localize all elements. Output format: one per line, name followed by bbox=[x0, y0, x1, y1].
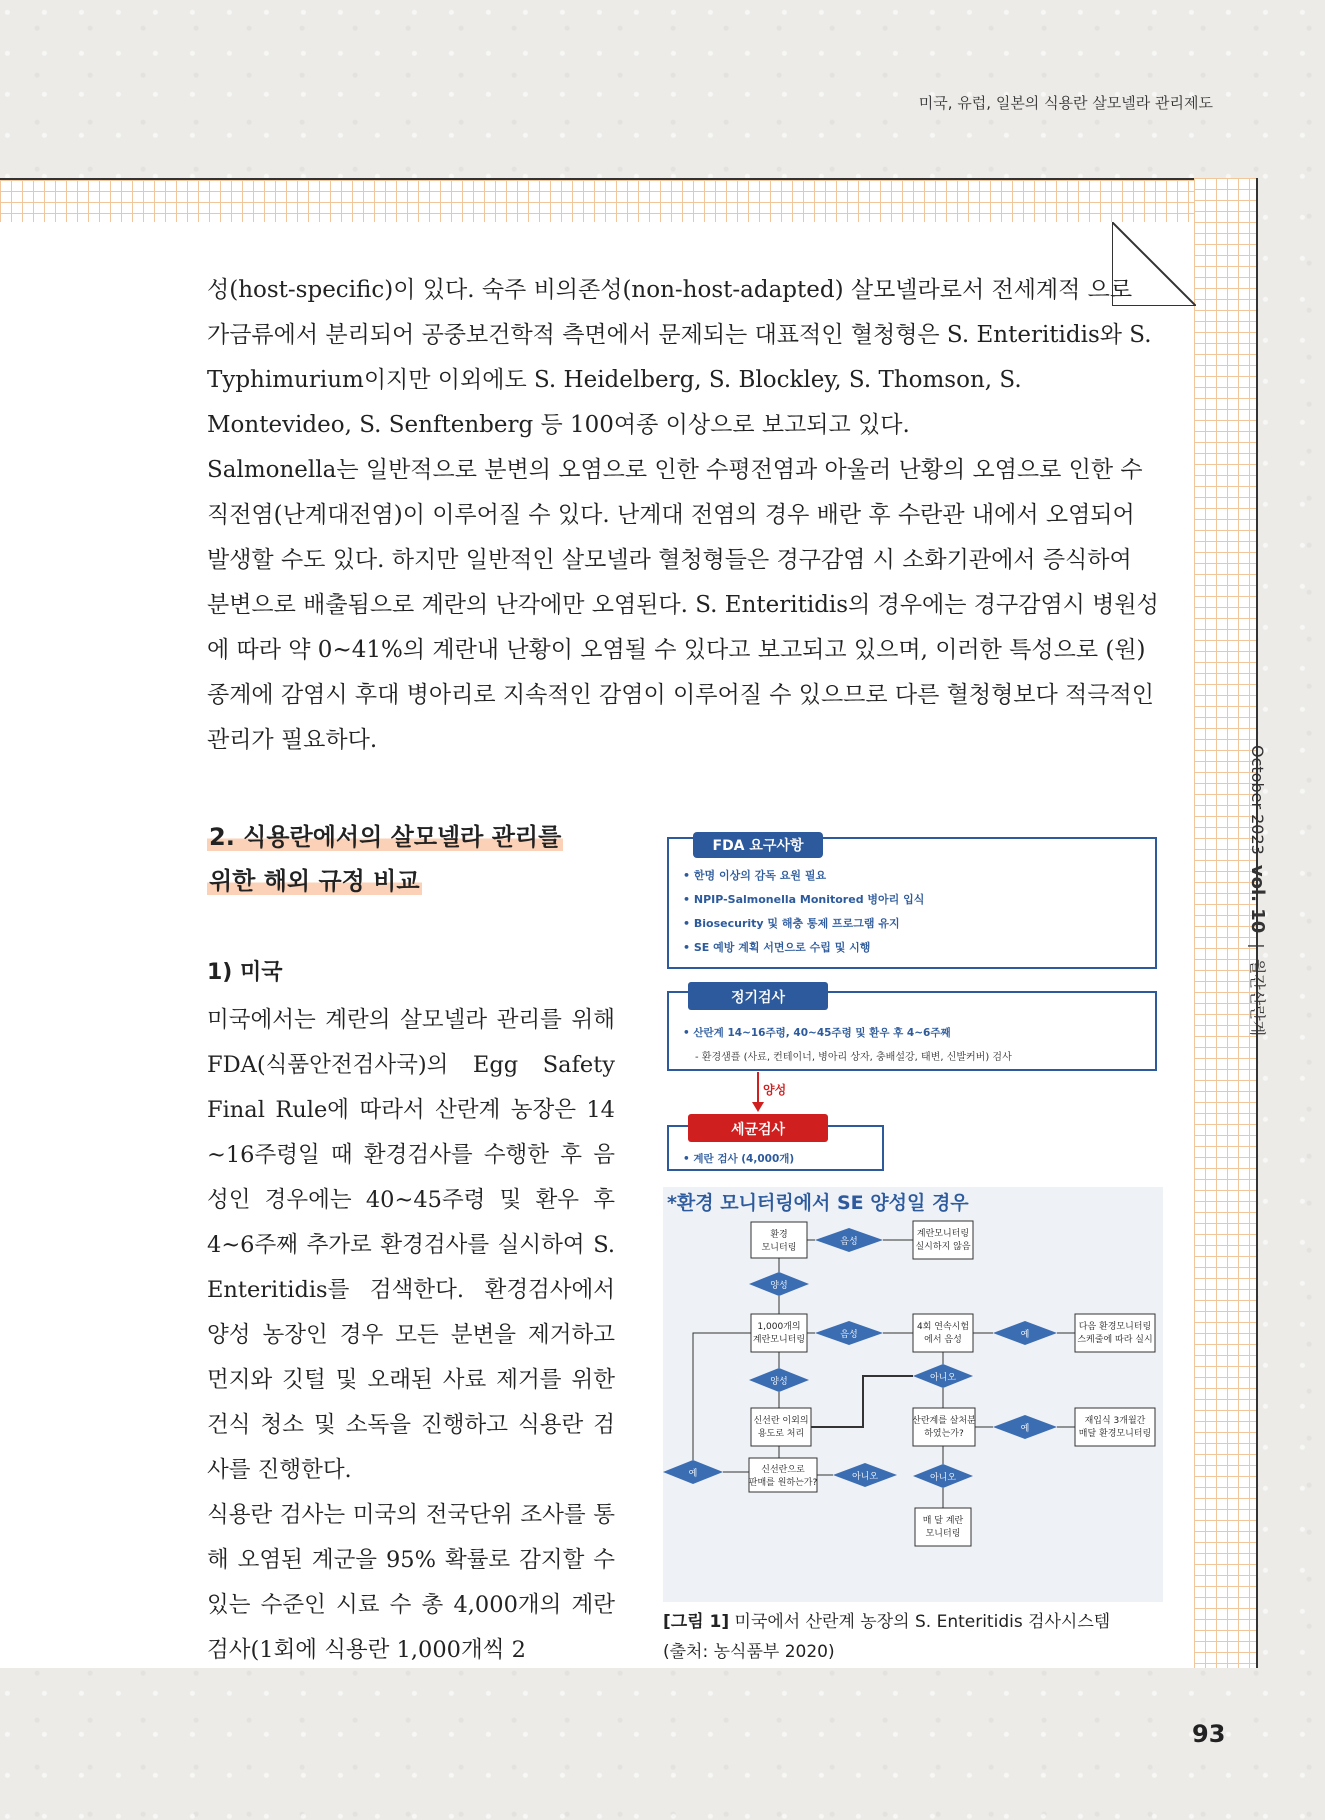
node-killed-1: 산란계를 살처분 bbox=[912, 1416, 976, 1426]
node-consec4-1: 4회 연속시험 bbox=[916, 1322, 970, 1332]
fda-item: • NPIP-Salmonella Monitored 병아리 입식 bbox=[683, 893, 925, 906]
node-neg2: 음성 bbox=[840, 1330, 858, 1340]
node-neg1: 음성 bbox=[840, 1237, 858, 1247]
column-paragraph: 미국에서는 계란의 살모넬라 관리를 위해 FDA(식품안전검사국)의 Egg Safety Final Rule에 따라서 산란계 농장은 14 ~16주령일 때 환경검사를 수행한 후 음성인 경우에는 40~45주령 및 환우 후 4~6주째 추가로 환경검사를 실시하여 S. Enteritidis를 검색한다. 환경검사에서 양성 농장인 경우 모든 분변을 제거하고 먼지와 깃털 및 오래된 사료 제거를 위한 건식 청소 및 소독을 진행하고 식용란 검사를 진행한다. bbox=[207, 1007, 615, 1483]
node-yes1: 예 bbox=[1020, 1330, 1030, 1340]
node-killed-2: 하였는가? bbox=[924, 1429, 964, 1439]
node-pos1: 양성 bbox=[770, 1281, 788, 1291]
node-consec4-2: 에서 음성 bbox=[924, 1335, 962, 1345]
regular-sub: - 환경샘플 (사료, 컨테이너, 병아리 상자, 충배설강, 태변, 신발커버) 검사 bbox=[695, 1052, 1012, 1063]
caption-label: [그림 1] bbox=[663, 1612, 730, 1632]
section-title bbox=[207, 815, 597, 903]
fda-title: FDA 요구사항 bbox=[712, 838, 804, 854]
body-text bbox=[207, 268, 1159, 763]
node-no3: 아니오 bbox=[929, 1473, 957, 1483]
positive-label: 양성 bbox=[763, 1083, 787, 1097]
bact-title: 세균검사 bbox=[730, 1122, 786, 1138]
figure-flowchart bbox=[663, 832, 1163, 1602]
node-restock-2: 매달 환경모니터링 bbox=[1078, 1429, 1152, 1439]
node-nextmon-1: 다음 환경모니터링 bbox=[1078, 1322, 1152, 1332]
running-head: 미국, 유럽, 일본의 식용란 살모넬라 관리제도 bbox=[918, 94, 1213, 112]
fda-item: • 한명 이상의 감독 요원 필요 bbox=[683, 869, 827, 882]
node-no1: 아니오 bbox=[929, 1373, 957, 1383]
column-text bbox=[207, 998, 615, 1673]
node-nextmon-2: 스케줄에 따라 실시 bbox=[1077, 1335, 1153, 1345]
column-paragraph: 식용란 검사는 미국의 전국단위 조사를 통해 오염된 계군을 95% 확률로 감지할 수 있는 수준인 시료 수 총 4,000개의 계란 검사(1회에 식용란 1,000개씩 2 bbox=[207, 1502, 615, 1663]
side-label: October 2023vol. 10| 월간산란계 bbox=[1247, 745, 1268, 1037]
body-paragraph: Salmonella는 일반적으로 분변의 오염으로 인한 수평전염과 아울러 난황의 오염으로 인한 수직전염(난계대전염)이 이루어질 수 있다. 난계대 전염의 경우 배란 후 수란관 내에서 오염되어 발생할 수도 있다. 하지만 일반적인 살모넬라 혈청형들은 경구감염 시 소화기관에서 증식하여 분변으로 배출됨으로 계란의 난각에만 오염된다. S. Enteritidis의 경우에는 경구감염시 병원성에 따라 약 0~41%의 계란내 난황이 오염될 수 있다고 보고되고 있으며, 이러한 특성으로 (원)종계에 감염시 후대 병아리로 지속적인 감염이 이루어질 수 있으므로 다른 혈청형보다 적극적인 관리가 필요하다. bbox=[207, 457, 1159, 753]
side-magazine: 월간산란계 bbox=[1248, 958, 1267, 1037]
node-nonfresh-2: 용도로 처리 bbox=[757, 1429, 805, 1439]
node-nonfresh-1: 신선란 이외의 bbox=[753, 1416, 809, 1426]
node-yes3: 예 bbox=[688, 1469, 698, 1479]
side-vol: vol. 10 bbox=[1247, 864, 1268, 934]
node-monthly-2: 모니터링 bbox=[925, 1529, 961, 1539]
fda-item: • Biosecurity 및 해충 통제 프로그램 유지 bbox=[683, 917, 900, 930]
side-date: October 2023 bbox=[1248, 745, 1267, 855]
figure-caption bbox=[663, 1607, 1183, 1667]
node-egg1000-2: 계란모니터링 bbox=[752, 1335, 806, 1345]
node-nomon-2: 실시하지 않음 bbox=[915, 1242, 971, 1252]
page-number: 93 bbox=[1192, 1720, 1226, 1748]
bact-item: • 계란 검사 (4,000개) bbox=[683, 1153, 795, 1165]
caption-source: (출처: 농식품부 2020) bbox=[663, 1642, 835, 1662]
node-env-2: 모니터링 bbox=[761, 1243, 797, 1253]
regular-title: 정기검사 bbox=[730, 990, 786, 1006]
node-no2: 아니오 bbox=[851, 1472, 879, 1482]
node-restock-1: 재입식 3개월간 bbox=[1084, 1416, 1146, 1426]
flow-title: *환경 모니터링에서 SE 양성일 경우 bbox=[667, 1192, 969, 1214]
node-egg1000-1: 1,000개의 bbox=[757, 1322, 801, 1332]
node-pos2: 양성 bbox=[770, 1377, 788, 1387]
section-title-line1: 2. 식용란에서의 살모넬라 관리를 bbox=[209, 823, 562, 851]
node-wantfresh-1: 신선란으로 bbox=[761, 1465, 805, 1475]
caption-text: 미국에서 산란계 농장의 S. Enteritidis 검사시스템 bbox=[729, 1612, 1111, 1632]
section-title-line2: 위한 해외 규정 비교 bbox=[209, 867, 420, 895]
node-nomon-1: 계란모니터링 bbox=[916, 1229, 970, 1239]
subsection-title: 1) 미국 bbox=[207, 960, 283, 985]
regular-item: • 산란계 14~16주령, 40~45주령 및 환우 후 4~6주째 bbox=[683, 1027, 951, 1039]
fda-item: • SE 예방 계획 서면으로 수립 및 시행 bbox=[683, 941, 871, 954]
node-wantfresh-2: 판매를 원하는가? bbox=[748, 1478, 818, 1488]
node-env-1: 환경 bbox=[770, 1230, 788, 1240]
body-paragraph: 성(host-specific)이 있다. 숙주 비의존성(non-host-adapted) 살모넬라로서 전세계적 으로 가금류에서 분리되어 공중보건학적 측면에서 문제되는 대표적인 혈청형은 S. Enteritidis와 S. Typhimurium이지만 이외에도 S. Heidelberg, S. Blockley, S. Thomson, S. Montevideo, S. Senftenberg 등 100여종 이상으로 보고되고 있다. bbox=[207, 277, 1152, 438]
grid-band-top bbox=[0, 178, 1256, 224]
node-monthly-1: 매 달 계란 bbox=[922, 1516, 964, 1526]
node-yes2: 예 bbox=[1020, 1424, 1030, 1434]
